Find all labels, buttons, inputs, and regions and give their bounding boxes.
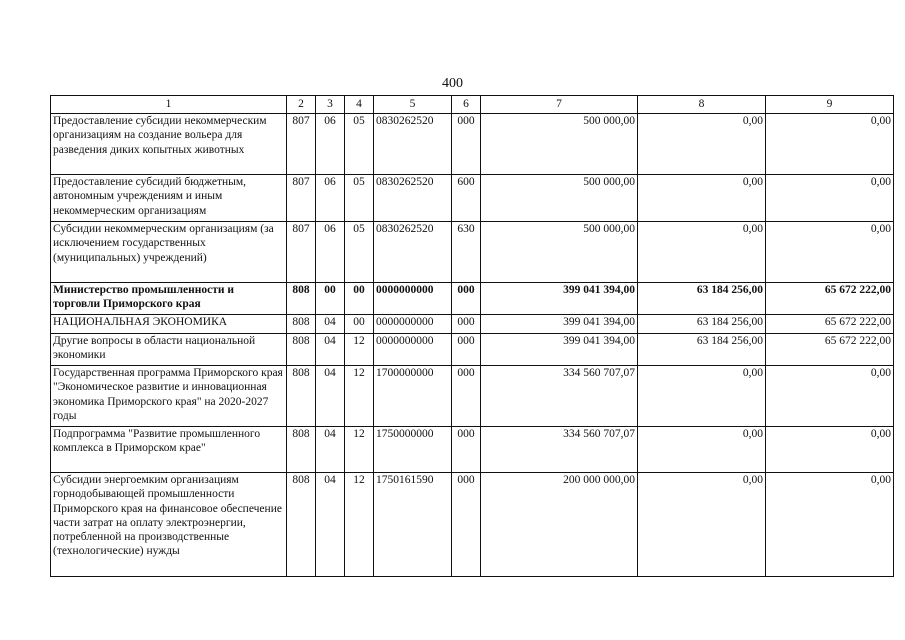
row-value-7: 399 041 394,00 bbox=[481, 334, 638, 366]
row-code-5: 1750161590 bbox=[374, 473, 452, 577]
header-col-3: 3 bbox=[316, 96, 345, 114]
row-value-8: 0,00 bbox=[638, 175, 766, 222]
row-name: Субсидии энергоемким организациям горнодобывающей промышленности Приморского края на финансовое обеспечение части затрат на оплату электроэнергии, потребленной на производственные (технологические) нужды bbox=[51, 473, 287, 577]
row-code-5: 0000000000 bbox=[374, 283, 452, 315]
row-value-7: 334 560 707,07 bbox=[481, 427, 638, 473]
row-code-3: 04 bbox=[316, 427, 345, 473]
row-value-8: 0,00 bbox=[638, 222, 766, 283]
header-col-2: 2 bbox=[287, 96, 316, 114]
row-code-4: 00 bbox=[345, 283, 374, 315]
row-code-2: 808 bbox=[287, 283, 316, 315]
row-value-7: 200 000 000,00 bbox=[481, 473, 638, 577]
header-col-9: 9 bbox=[766, 96, 894, 114]
row-name: Другие вопросы в области национальной экономики bbox=[51, 334, 287, 366]
row-value-7: 500 000,00 bbox=[481, 222, 638, 283]
row-code-5: 0000000000 bbox=[374, 334, 452, 366]
row-value-9: 65 672 222,00 bbox=[766, 334, 894, 366]
table-row bbox=[51, 366, 894, 427]
header-row bbox=[51, 96, 894, 114]
row-code-6: 000 bbox=[452, 283, 481, 315]
row-code-3: 06 bbox=[316, 175, 345, 222]
row-code-4: 12 bbox=[345, 427, 374, 473]
table-row bbox=[51, 334, 894, 366]
row-code-5: 0000000000 bbox=[374, 315, 452, 334]
row-code-6: 000 bbox=[452, 473, 481, 577]
row-code-6: 000 bbox=[452, 366, 481, 427]
row-name: Предоставление субсидий бюджетным, автономным учреждениям и иным некоммерческим организациям bbox=[51, 175, 287, 222]
row-code-3: 04 bbox=[316, 366, 345, 427]
row-code-2: 807 bbox=[287, 222, 316, 283]
row-name: НАЦИОНАЛЬНАЯ ЭКОНОМИКА bbox=[51, 315, 287, 334]
row-code-2: 808 bbox=[287, 315, 316, 334]
header-col-5: 5 bbox=[374, 96, 452, 114]
row-name: Подпрограмма "Развитие промышленного комплекса в Приморском крае" bbox=[51, 427, 287, 473]
row-value-8: 0,00 bbox=[638, 473, 766, 577]
table-body bbox=[51, 114, 894, 577]
row-code-3: 06 bbox=[316, 222, 345, 283]
row-code-2: 808 bbox=[287, 427, 316, 473]
row-code-5: 0830262520 bbox=[374, 175, 452, 222]
row-value-9: 0,00 bbox=[766, 114, 894, 175]
row-value-9: 0,00 bbox=[766, 427, 894, 473]
row-code-6: 600 bbox=[452, 175, 481, 222]
header-col-8: 8 bbox=[638, 96, 766, 114]
row-code-6: 000 bbox=[452, 334, 481, 366]
table-row bbox=[51, 473, 894, 577]
row-value-7: 399 041 394,00 bbox=[481, 315, 638, 334]
row-code-5: 1750000000 bbox=[374, 427, 452, 473]
header-col-4: 4 bbox=[345, 96, 374, 114]
row-name: Предоставление субсидии некоммерческим организациям на создание вольера для разведения диких копытных животных bbox=[51, 114, 287, 175]
row-value-9: 0,00 bbox=[766, 222, 894, 283]
row-code-2: 808 bbox=[287, 366, 316, 427]
table-row bbox=[51, 222, 894, 283]
row-code-2: 808 bbox=[287, 334, 316, 366]
row-code-6: 000 bbox=[452, 114, 481, 175]
row-code-2: 807 bbox=[287, 114, 316, 175]
row-code-2: 807 bbox=[287, 175, 316, 222]
row-code-6: 630 bbox=[452, 222, 481, 283]
row-code-3: 04 bbox=[316, 334, 345, 366]
table-row bbox=[51, 283, 894, 315]
row-code-6: 000 bbox=[452, 315, 481, 334]
row-value-9: 65 672 222,00 bbox=[766, 315, 894, 334]
row-code-5: 1700000000 bbox=[374, 366, 452, 427]
row-code-4: 05 bbox=[345, 114, 374, 175]
row-code-4: 12 bbox=[345, 366, 374, 427]
row-name: Государственная программа Приморского края "Экономическое развитие и инновационная экономика Приморского края" на 2020-2027 годы bbox=[51, 366, 287, 427]
row-code-3: 00 bbox=[316, 283, 345, 315]
header-col-1: 1 bbox=[51, 96, 287, 114]
row-code-4: 00 bbox=[345, 315, 374, 334]
row-value-8: 0,00 bbox=[638, 427, 766, 473]
row-value-9: 0,00 bbox=[766, 473, 894, 577]
row-name: Субсидии некоммерческим организациям (за исключением государственных (муниципальных) учреждений) bbox=[51, 222, 287, 283]
row-value-9: 0,00 bbox=[766, 175, 894, 222]
row-value-8: 0,00 bbox=[638, 114, 766, 175]
row-code-4: 05 bbox=[345, 175, 374, 222]
row-value-7: 399 041 394,00 bbox=[481, 283, 638, 315]
row-code-2: 808 bbox=[287, 473, 316, 577]
row-value-8: 63 184 256,00 bbox=[638, 283, 766, 315]
row-code-5: 0830262520 bbox=[374, 114, 452, 175]
row-code-6: 000 bbox=[452, 427, 481, 473]
row-value-7: 500 000,00 bbox=[481, 114, 638, 175]
table-row bbox=[51, 175, 894, 222]
header-col-7: 7 bbox=[481, 96, 638, 114]
row-value-7: 500 000,00 bbox=[481, 175, 638, 222]
row-code-4: 05 bbox=[345, 222, 374, 283]
row-value-8: 0,00 bbox=[638, 366, 766, 427]
row-code-4: 12 bbox=[345, 334, 374, 366]
row-code-5: 0830262520 bbox=[374, 222, 452, 283]
row-code-3: 04 bbox=[316, 473, 345, 577]
row-value-8: 63 184 256,00 bbox=[638, 315, 766, 334]
row-value-7: 334 560 707,07 bbox=[481, 366, 638, 427]
budget-table bbox=[50, 95, 894, 577]
page-number: 400 bbox=[442, 76, 463, 91]
row-code-3: 04 bbox=[316, 315, 345, 334]
row-value-8: 63 184 256,00 bbox=[638, 334, 766, 366]
table-row bbox=[51, 315, 894, 334]
row-value-9: 65 672 222,00 bbox=[766, 283, 894, 315]
table-row bbox=[51, 114, 894, 175]
row-code-4: 12 bbox=[345, 473, 374, 577]
row-name: Министерство промышленности и торговли Приморского края bbox=[51, 283, 287, 315]
row-value-9: 0,00 bbox=[766, 366, 894, 427]
table-row bbox=[51, 427, 894, 473]
row-code-3: 06 bbox=[316, 114, 345, 175]
header-col-6: 6 bbox=[452, 96, 481, 114]
